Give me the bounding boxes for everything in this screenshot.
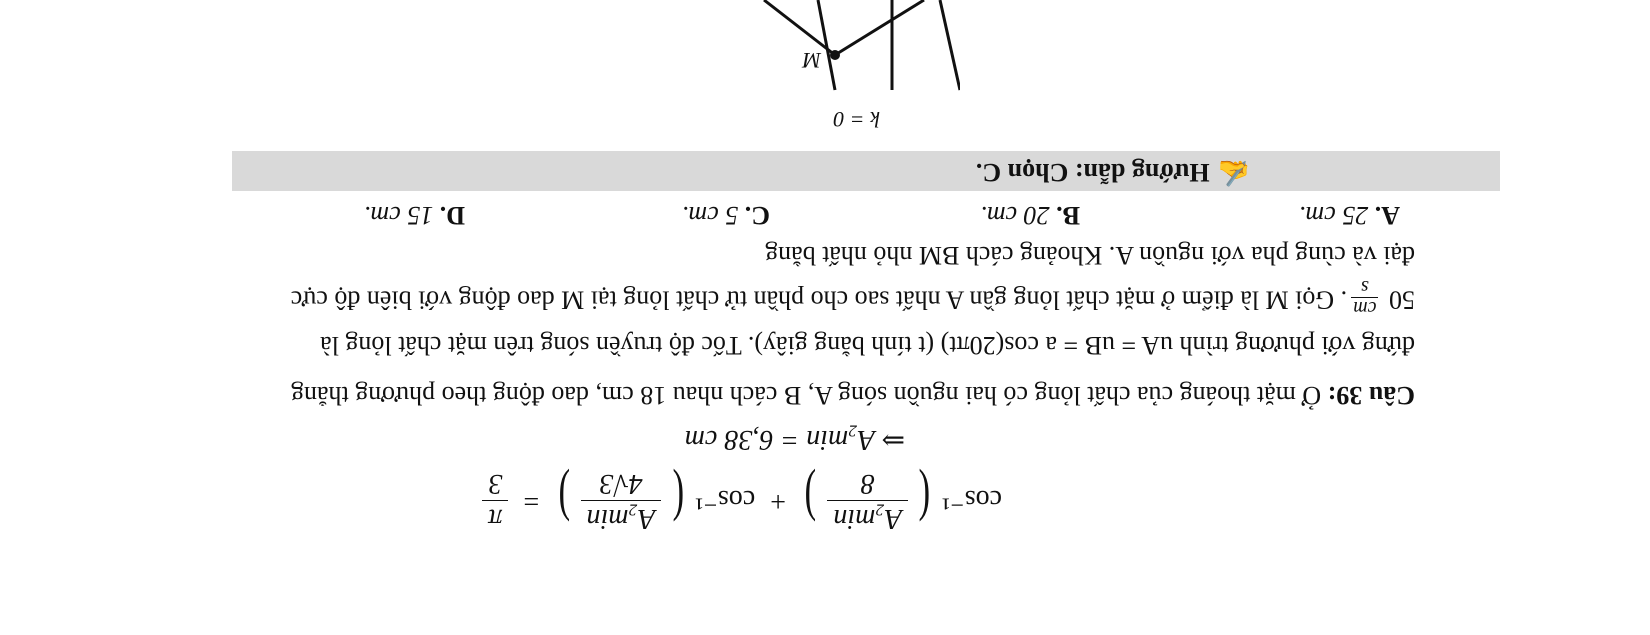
figure-m-label: M [802, 48, 821, 73]
equals-sign: = [523, 485, 540, 517]
plus-sign: + [770, 485, 786, 517]
equation-fraction-1: A₂min 8 [827, 466, 908, 535]
question-line-3 [291, 277, 1415, 318]
question-line-1 [291, 380, 1415, 410]
cos-inverse-2: cos⁻¹ [694, 484, 756, 516]
pen-writing-icon: ✍ [1217, 158, 1250, 187]
option-a[interactable]: A. 25 cm. [1298, 201, 1400, 230]
equation-rhs: π 3 [482, 466, 508, 535]
equation: cos⁻¹ ( A₂min 8 ) + cos⁻¹ ( A₂min 4√3 ) = π 3 [482, 451, 1002, 535]
cos-inverse-1: cos⁻¹ [941, 484, 1002, 516]
guide-label: Hướng dẫn: Chọn C. [975, 158, 1210, 187]
question-line-4: đại và cùng pha với nguồn A. Khoảng cách BM nhỏ nhất bằng [765, 241, 1415, 270]
figure-k-label: k = 0 [833, 107, 880, 132]
figure-line-outer-left [940, 0, 960, 90]
equation-fraction-2: A₂min 4√3 [581, 466, 662, 535]
figure-point-m [830, 50, 840, 60]
result-line: ⇒ A₂min = 6,38 cm [684, 424, 905, 455]
speed-unit: cm s [1353, 276, 1377, 319]
interference-figure [720, 0, 960, 130]
figure-line-through-m-left [835, 0, 924, 55]
question-text-3: . Gọi M là điểm ở mặt chất lỏng gần A nhất sao cho phần tử chất lỏng tại M dao động với biên độ cực [290, 285, 1348, 315]
speed-value: 50 [1389, 285, 1415, 315]
guide-banner [232, 151, 1500, 191]
question-number: Câu 39: [1327, 381, 1415, 410]
option-c[interactable]: C. 5 cm. [681, 201, 770, 230]
question-text-1: Ở mặt thoáng của chất lỏng có hai nguồn sóng A, B cách nhau 18 cm, dao động theo phương thẳng [291, 381, 1322, 410]
guide-text [976, 157, 1250, 187]
option-b[interactable]: B. 20 cm. [980, 201, 1080, 230]
option-d[interactable]: D. 15 cm. [363, 201, 465, 230]
question-line-2: đứng với phương trình uA = uB = a cos(20πt) (t tính bằng giây). Tốc độ truyền sóng trên mặt chất lỏng là [320, 331, 1415, 360]
